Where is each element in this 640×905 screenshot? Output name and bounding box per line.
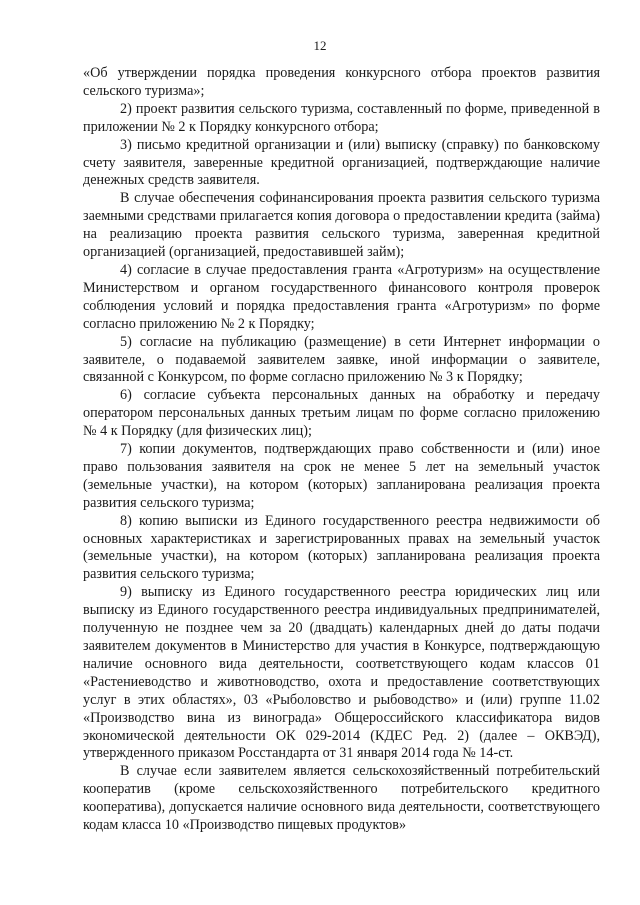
paragraph: 2) проект развития сельского туризма, составленный по форме, приведенной в приложении № 2 к Порядку конкурсного отбора; xyxy=(83,100,600,135)
paragraph: 3) письмо кредитной организации и (или) выписку (справку) по банковскому счету заявителя, заверенные кредитной организацией, подтверждающие наличие денежных средств заявителя. xyxy=(83,136,600,189)
paragraph: В случае обеспечения софинансирования проекта развития сельского туризма заемными средствами прилагается копия договора о предоставлении кредита (займа) на реализацию проекта развития сельского туризма, заверенная кредитной организацией (организацией, предоставившей займ); xyxy=(83,190,600,261)
paragraph: 7) копии документов, подтверждающих право собственности и (или) иное право пользования заявителя на срок не менее 5 лет на земельный участок (земельные участки), на котором (которых) запланирована реализация проекта развития сельского туризма; xyxy=(83,441,600,511)
paragraph: «Об утверждении порядка проведения конкурсного отбора проектов развития сельского туризма»; xyxy=(83,65,600,99)
document-body xyxy=(83,65,600,835)
paragraph: 5) согласие на публикацию (размещение) в сети Интернет информации о заявителе, о подаваемой заявителем заявке, иной информации о заявителе, связанной с Конкурсом, по форме согласно приложению № 3 к Порядку; xyxy=(83,333,600,386)
page-number: 12 xyxy=(313,38,327,53)
paragraph: 8) копию выписки из Единого государственного реестра недвижимости об основных характеристиках и зарегистрированных правах на земельный участок (земельные участки), на котором (которых) запланирована реализация проекта развития сельского туризма; xyxy=(83,512,600,583)
paragraph: 6) согласие субъекта персональных данных на обработку и передачу оператором персональных данных третьим лицам по форме согласно приложению № 4 к Порядку (для физических лиц); xyxy=(83,387,600,440)
paragraph: 9) выписку из Единого государственного реестра юридических лиц или выписку из Единого государственного реестра индивидуальных предпринимателей, полученную не позднее чем за 20 (двадцать) календарных дней до даты подачи заявителем документов в Министерство для участия в Конкурсе, подтверждающую наличие основного вида деятельности, соответствующего кодам классов 01 «Растениеводство и животноводство, охота и предоставление соответствующих услуг в этих областях», 03 «Рыболовство и рыбоводство» и (или) группе 11.02 «Производство вина из винограда» Общероссийского классификатора видов экономической деятельности ОК 029-2014 (КДЕС Ред. 2) (далее – ОКВЭД), утвержденного приказом Росстандарта от 31 января 2014 года № 14-ст. xyxy=(83,584,600,762)
paragraph: В случае если заявителем является сельскохозяйственный потребительский кооператив (кроме сельскохозяйственного потребительского кредитного кооператива), допускается наличие основного вида деятельности, соответствующего кодам класса 10 «Производство пищевых продуктов» xyxy=(83,763,600,834)
paragraph: 4) согласие в случае предоставления гранта «Агротуризм» на осуществление Министерством и органом государственного финансового контроля проверок соблюдения условий и порядка предоставления гранта «Агротуризм» по форме согласно приложению № 2 к Порядку; xyxy=(83,261,600,332)
